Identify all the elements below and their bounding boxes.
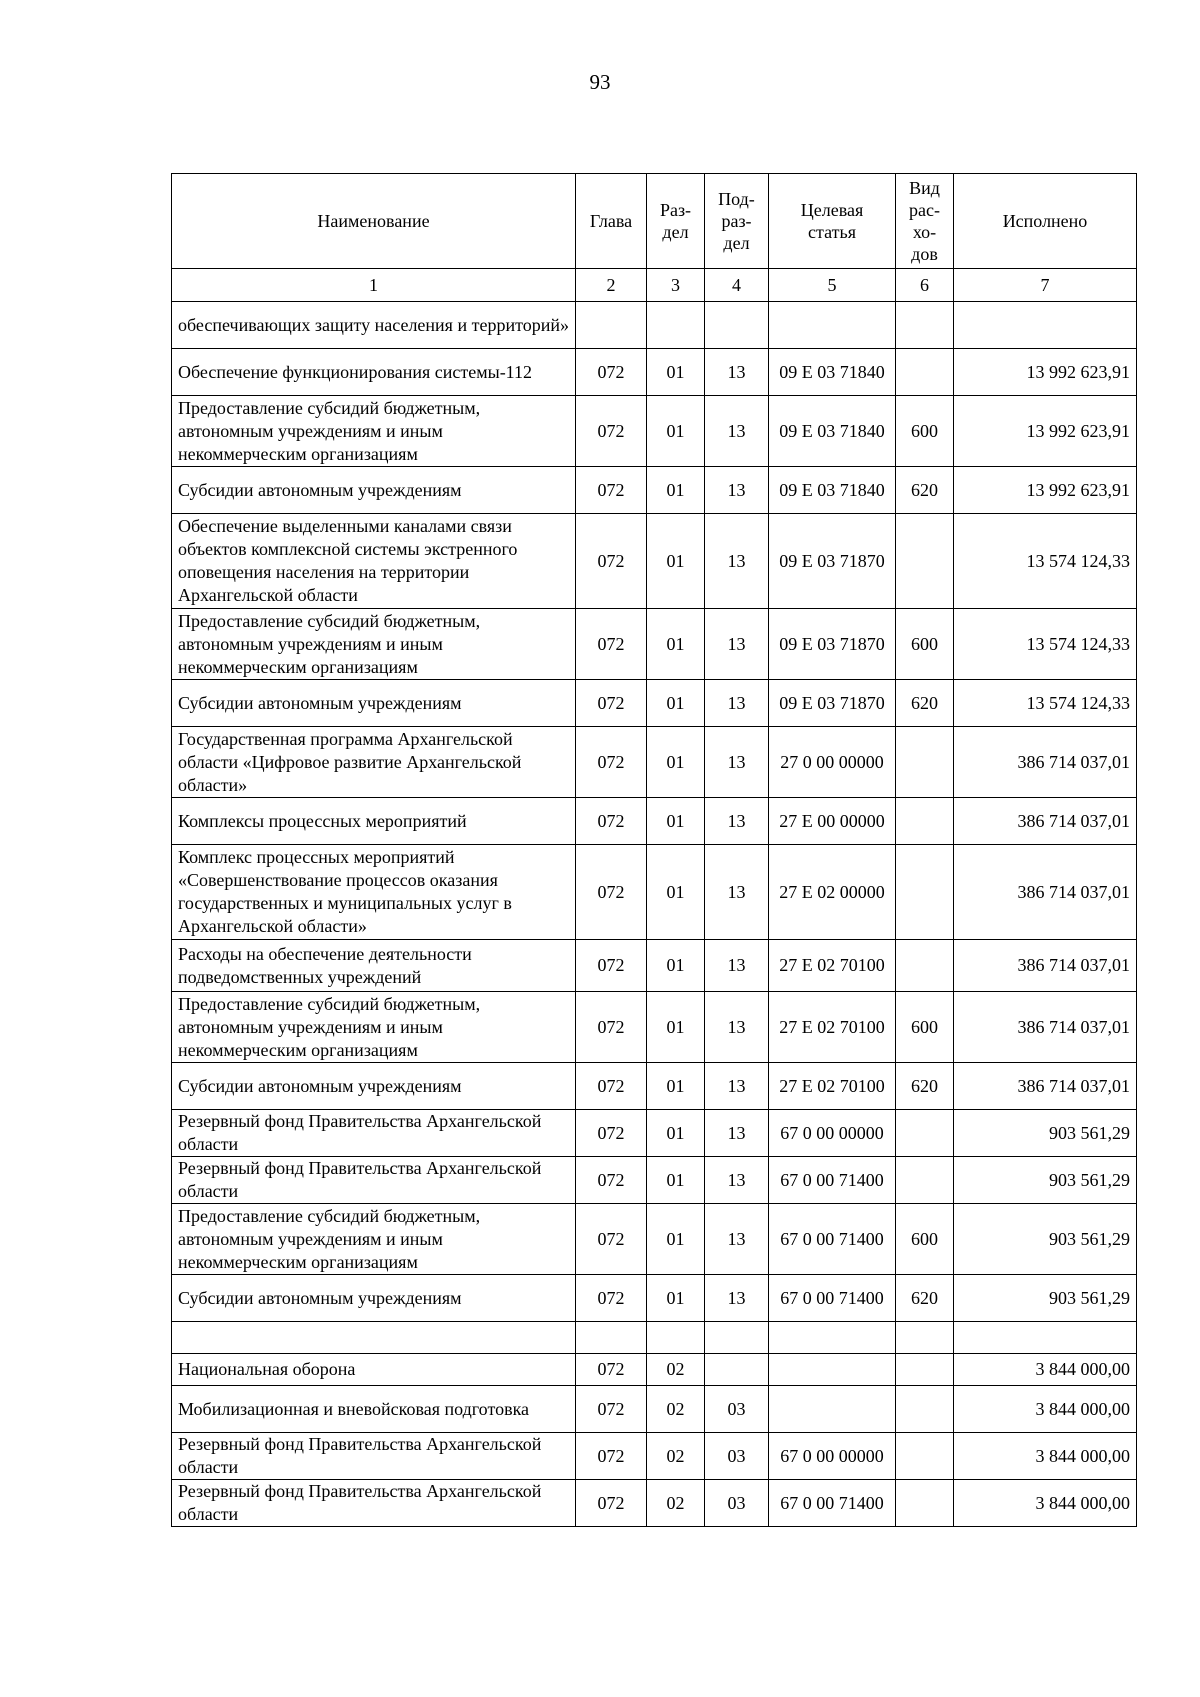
cell-vid-rashodov: 620 [896, 1063, 954, 1110]
table-row [172, 1480, 1137, 1527]
cell-razdel: 01 [647, 845, 705, 940]
cell-glava: 072 [576, 514, 647, 609]
cell-tselevaya-statya [769, 1386, 896, 1433]
cell-ispolneno: 3 844 000,00 [954, 1433, 1137, 1480]
cell-glava: 072 [576, 1354, 647, 1386]
cell-razdel: 02 [647, 1354, 705, 1386]
table-row [172, 1157, 1137, 1204]
cell-tselevaya-statya: 67 0 00 71400 [769, 1157, 896, 1204]
cell-ispolneno: 386 714 037,01 [954, 1063, 1137, 1110]
cell-glava: 072 [576, 1433, 647, 1480]
table-body [172, 302, 1137, 1527]
cell-name: Предоставление субсидий бюджетным, автономным учреждениям и иным некоммерческим организациям [172, 396, 576, 467]
cell-tselevaya-statya: 09 Е 03 71840 [769, 467, 896, 514]
cell-ispolneno: 13 574 124,33 [954, 609, 1137, 680]
header-podrazdel: Под- раз- дел [705, 174, 769, 269]
cell-tselevaya-statya: 67 0 00 71400 [769, 1204, 896, 1275]
table-row [172, 940, 1137, 992]
cell-vid-rashodov [896, 1433, 954, 1480]
cell-vid-rashodov [896, 1354, 954, 1386]
cell-ispolneno: 13 992 623,91 [954, 349, 1137, 396]
cell-podrazdel: 13 [705, 1063, 769, 1110]
cell-glava [576, 302, 647, 349]
cell-name: обеспечивающих защиту населения и территорий» [172, 302, 576, 349]
cell-vid-rashodov: 620 [896, 467, 954, 514]
cell-razdel: 01 [647, 940, 705, 992]
cell-name: Резервный фонд Правительства Архангельской области [172, 1157, 576, 1204]
table-row [172, 467, 1137, 514]
cell-ispolneno: 3 844 000,00 [954, 1480, 1137, 1527]
cell-glava: 072 [576, 349, 647, 396]
cell-razdel: 01 [647, 514, 705, 609]
cell-podrazdel: 13 [705, 349, 769, 396]
cell-podrazdel: 13 [705, 992, 769, 1063]
cell-ispolneno: 386 714 037,01 [954, 992, 1137, 1063]
cell-name: Субсидии автономным учреждениям [172, 680, 576, 727]
cell-glava: 072 [576, 396, 647, 467]
cell-vid-rashodov [896, 1480, 954, 1527]
cell-vid-rashodov: 600 [896, 1204, 954, 1275]
cell-ispolneno [954, 302, 1137, 349]
cell-podrazdel: 13 [705, 940, 769, 992]
cell-podrazdel: 13 [705, 396, 769, 467]
header-vid-rashodov: Вид рас- хо- дов [896, 174, 954, 269]
cell-glava: 072 [576, 1157, 647, 1204]
cell-glava: 072 [576, 845, 647, 940]
table-row [172, 1063, 1137, 1110]
cell-tselevaya-statya: 09 Е 03 71840 [769, 349, 896, 396]
cell-ispolneno: 13 574 124,33 [954, 680, 1137, 727]
cell-glava: 072 [576, 609, 647, 680]
cell-podrazdel: 13 [705, 845, 769, 940]
cell-name: Резервный фонд Правительства Архангельской области [172, 1433, 576, 1480]
cell-podrazdel: 13 [705, 680, 769, 727]
cell-vid-rashodov [896, 349, 954, 396]
cell-ispolneno: 903 561,29 [954, 1275, 1137, 1322]
column-number: 2 [576, 269, 647, 302]
cell-podrazdel: 03 [705, 1386, 769, 1433]
cell-vid-rashodov [896, 940, 954, 992]
table-row [172, 1433, 1137, 1480]
cell-tselevaya-statya: 09 Е 03 71870 [769, 609, 896, 680]
cell-podrazdel: 03 [705, 1480, 769, 1527]
cell-ispolneno: 3 844 000,00 [954, 1354, 1137, 1386]
cell-vid-rashodov: 600 [896, 396, 954, 467]
cell-vid-rashodov: 620 [896, 1275, 954, 1322]
table-row [172, 992, 1137, 1063]
cell-glava: 072 [576, 680, 647, 727]
cell-tselevaya-statya: 27 Е 00 00000 [769, 798, 896, 845]
cell-ispolneno: 903 561,29 [954, 1157, 1137, 1204]
cell-ispolneno: 13 992 623,91 [954, 467, 1137, 514]
cell-tselevaya-statya: 67 0 00 00000 [769, 1110, 896, 1157]
cell-razdel [647, 1322, 705, 1354]
cell-glava: 072 [576, 1204, 647, 1275]
cell-vid-rashodov [896, 798, 954, 845]
table-row [172, 609, 1137, 680]
cell-podrazdel: 13 [705, 1204, 769, 1275]
cell-vid-rashodov [896, 1110, 954, 1157]
table-row [172, 1204, 1137, 1275]
cell-ispolneno: 3 844 000,00 [954, 1386, 1137, 1433]
cell-glava: 072 [576, 1063, 647, 1110]
cell-razdel: 01 [647, 727, 705, 798]
cell-glava: 072 [576, 1275, 647, 1322]
table-row [172, 514, 1137, 609]
cell-glava: 072 [576, 467, 647, 514]
cell-razdel: 01 [647, 1275, 705, 1322]
cell-razdel: 02 [647, 1386, 705, 1433]
cell-name: Национальная оборона [172, 1354, 576, 1386]
cell-podrazdel: 13 [705, 514, 769, 609]
cell-glava: 072 [576, 940, 647, 992]
cell-tselevaya-statya: 27 Е 02 70100 [769, 1063, 896, 1110]
cell-razdel: 01 [647, 1063, 705, 1110]
cell-razdel: 01 [647, 467, 705, 514]
column-number: 3 [647, 269, 705, 302]
header-row [172, 174, 1137, 269]
cell-podrazdel: 13 [705, 1157, 769, 1204]
cell-razdel [647, 302, 705, 349]
cell-name: Предоставление субсидий бюджетным, автономным учреждениям и иным некоммерческим организациям [172, 609, 576, 680]
cell-razdel: 01 [647, 680, 705, 727]
cell-tselevaya-statya: 27 Е 02 00000 [769, 845, 896, 940]
cell-tselevaya-statya: 67 0 00 71400 [769, 1480, 896, 1527]
cell-tselevaya-statya [769, 1354, 896, 1386]
cell-podrazdel [705, 1322, 769, 1354]
cell-tselevaya-statya: 09 Е 03 71840 [769, 396, 896, 467]
cell-podrazdel: 03 [705, 1433, 769, 1480]
table-row [172, 1322, 1137, 1354]
table-row [172, 1386, 1137, 1433]
cell-vid-rashodov: 600 [896, 992, 954, 1063]
cell-name: Расходы на обеспечение деятельности подведомственных учреждений [172, 940, 576, 992]
cell-name: Комплексы процессных мероприятий [172, 798, 576, 845]
cell-name: Резервный фонд Правительства Архангельской области [172, 1480, 576, 1527]
table-row [172, 845, 1137, 940]
table-row [172, 396, 1137, 467]
cell-razdel: 02 [647, 1433, 705, 1480]
cell-vid-rashodov [896, 845, 954, 940]
cell-vid-rashodov [896, 727, 954, 798]
cell-name: Субсидии автономным учреждениям [172, 467, 576, 514]
cell-glava [576, 1322, 647, 1354]
cell-podrazdel: 13 [705, 609, 769, 680]
cell-razdel: 01 [647, 1157, 705, 1204]
cell-podrazdel: 13 [705, 727, 769, 798]
table-row [172, 727, 1137, 798]
cell-podrazdel: 13 [705, 798, 769, 845]
page-number: 93 [589, 70, 611, 94]
cell-vid-rashodov [896, 302, 954, 349]
column-number: 6 [896, 269, 954, 302]
cell-vid-rashodov: 620 [896, 680, 954, 727]
cell-tselevaya-statya: 67 0 00 71400 [769, 1275, 896, 1322]
table-row [172, 680, 1137, 727]
header-ispolneno: Исполнено [954, 174, 1137, 269]
cell-ispolneno: 386 714 037,01 [954, 727, 1137, 798]
cell-razdel: 01 [647, 609, 705, 680]
cell-podrazdel: 13 [705, 1275, 769, 1322]
cell-tselevaya-statya [769, 302, 896, 349]
cell-name: Предоставление субсидий бюджетным, автономным учреждениям и иным некоммерческим организациям [172, 1204, 576, 1275]
cell-name: Субсидии автономным учреждениям [172, 1275, 576, 1322]
cell-glava: 072 [576, 1386, 647, 1433]
cell-tselevaya-statya: 67 0 00 00000 [769, 1433, 896, 1480]
cell-ispolneno: 903 561,29 [954, 1110, 1137, 1157]
cell-glava: 072 [576, 1110, 647, 1157]
cell-name: Мобилизационная и вневойсковая подготовка [172, 1386, 576, 1433]
table-row [172, 302, 1137, 349]
cell-ispolneno [954, 1322, 1137, 1354]
cell-ispolneno: 903 561,29 [954, 1204, 1137, 1275]
cell-ispolneno: 13 574 124,33 [954, 514, 1137, 609]
cell-vid-rashodov [896, 514, 954, 609]
cell-name: Субсидии автономным учреждениям [172, 1063, 576, 1110]
header-glava: Глава [576, 174, 647, 269]
cell-razdel: 01 [647, 396, 705, 467]
header-name: Наименование [172, 174, 576, 269]
cell-podrazdel [705, 1354, 769, 1386]
cell-tselevaya-statya: 27 Е 02 70100 [769, 992, 896, 1063]
cell-name: Комплекс процессных мероприятий «Совершенствование процессов оказания государственных и муниципальных услуг в Архангельской области» [172, 845, 576, 940]
cell-ispolneno: 386 714 037,01 [954, 845, 1137, 940]
cell-vid-rashodov [896, 1386, 954, 1433]
cell-glava: 072 [576, 992, 647, 1063]
cell-razdel: 01 [647, 349, 705, 396]
cell-vid-rashodov [896, 1157, 954, 1204]
cell-razdel: 01 [647, 1110, 705, 1157]
cell-name: Резервный фонд Правительства Архангельской области [172, 1110, 576, 1157]
cell-glava: 072 [576, 798, 647, 845]
cell-ispolneno: 386 714 037,01 [954, 798, 1137, 845]
cell-name: Предоставление субсидий бюджетным, автономным учреждениям и иным некоммерческим организациям [172, 992, 576, 1063]
column-number: 4 [705, 269, 769, 302]
cell-name [172, 1322, 576, 1354]
cell-podrazdel: 13 [705, 467, 769, 514]
budget-table [171, 173, 1137, 1527]
column-number: 5 [769, 269, 896, 302]
table-row [172, 1275, 1137, 1322]
cell-name: Обеспечение выделенными каналами связи объектов комплексной системы экстренного оповещения населения на территории Архангельской области [172, 514, 576, 609]
cell-name: Государственная программа Архангельской области «Цифровое развитие Архангельской области» [172, 727, 576, 798]
cell-ispolneno: 386 714 037,01 [954, 940, 1137, 992]
header-razdel: Раз- дел [647, 174, 705, 269]
cell-razdel: 02 [647, 1480, 705, 1527]
cell-tselevaya-statya: 09 Е 03 71870 [769, 514, 896, 609]
cell-tselevaya-statya: 27 Е 02 70100 [769, 940, 896, 992]
cell-tselevaya-statya [769, 1322, 896, 1354]
cell-podrazdel [705, 302, 769, 349]
table-row [172, 349, 1137, 396]
cell-ispolneno: 13 992 623,91 [954, 396, 1137, 467]
table-row [172, 1354, 1137, 1386]
cell-razdel: 01 [647, 798, 705, 845]
cell-tselevaya-statya: 27 0 00 00000 [769, 727, 896, 798]
cell-podrazdel: 13 [705, 1110, 769, 1157]
cell-tselevaya-statya: 09 Е 03 71870 [769, 680, 896, 727]
cell-razdel: 01 [647, 1204, 705, 1275]
table-row [172, 798, 1137, 845]
cell-vid-rashodov: 600 [896, 609, 954, 680]
cell-razdel: 01 [647, 992, 705, 1063]
table-row [172, 1110, 1137, 1157]
header-tselevaya-statya: Целевая статья [769, 174, 896, 269]
column-numbers-row [172, 269, 1137, 302]
column-number: 1 [172, 269, 576, 302]
cell-vid-rashodov [896, 1322, 954, 1354]
cell-glava: 072 [576, 1480, 647, 1527]
cell-name: Обеспечение функционирования системы-112 [172, 349, 576, 396]
cell-glava: 072 [576, 727, 647, 798]
column-number: 7 [954, 269, 1137, 302]
